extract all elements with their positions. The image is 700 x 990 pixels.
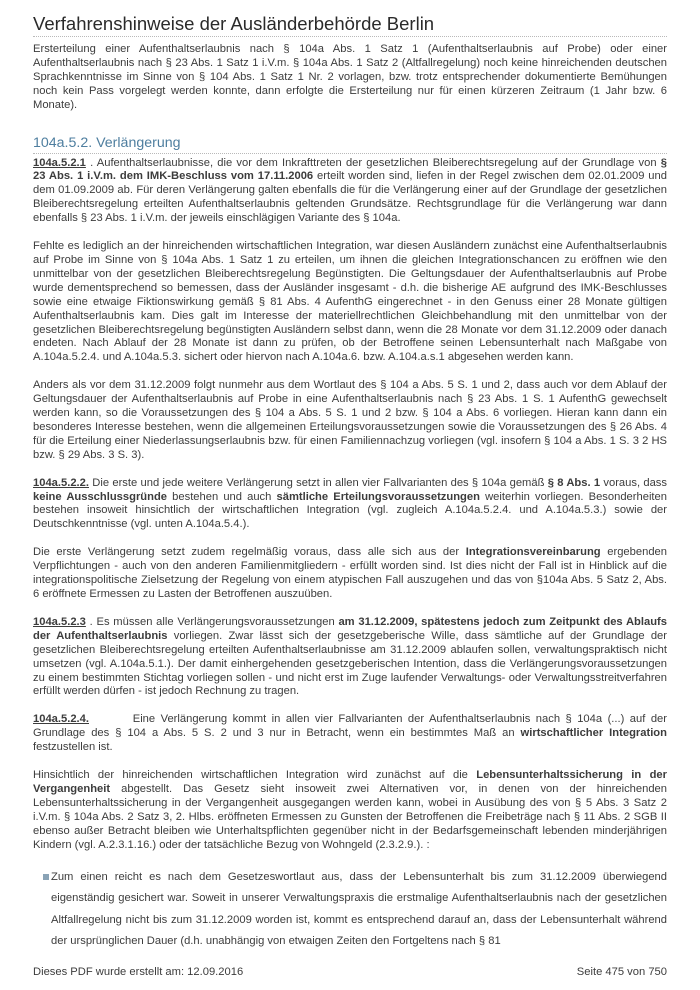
title-divider xyxy=(33,36,667,37)
paragraph-anders: Anders als vor dem 31.12.2009 folgt nunmehr aus dem Wortlaut des § 104 a Abs. 5 S. 1 und 2, dass auch vor dem Ablauf der Geltungsdauer der Aufenthaltserlaubnis auf Probe in eine Aufenthaltserlaubnis nach § 23 Abs. 1 S. 1 AufenthG gewechselt werden kann, so die Voraussetzungen des § 104 a Abs. 5 S. 1 und 2 bzw. § 104 a Abs. 6 vorliegen. Hieran kann dann ein besonderes Interesse bestehen, wenn die allgemeinen Erteilungsvoraussetzungen sowie die Voraussetzungen des § 26 Abs. 4 für die Erteilung einer Niederlassungserlaubnis bzw. für einen Familiennachzug vorliegen (vgl. insofern § 104 a Abs. 1 S. 3 2 HS bzw. § 29 Abs. 3 S. 3). xyxy=(33,379,667,461)
bullet-text: Zum einen reicht es nach dem Gesetzeswortlaut aus, dass der Lebensunterhalt bis zum 31.12.2009 überwiegend eigenständig gesichert war. Soweit in unserer Verwaltungspraxis die erstmalige Aufenthaltserlaubnis nach der gesetzlichen Altfallregelung nicht bis zum 31.12.2009 worden ist, kommt es entsprechend darauf an, dass der Lebensunterhalt während der ursprünglichen Dauer (d.h. unabhängig von etwaigen Zeiten den Fortgeltens nach § 81 xyxy=(51,870,667,947)
document-body xyxy=(33,43,671,953)
paragraph-number: 104a.5.2.4. xyxy=(33,713,89,726)
paragraph-104a-5-2-2: 104a.5.2.2. Die erste und jede weitere Verlängerung setzt in allen vier Fallvarianten des § 104a gemäß § 8 Abs. 1 voraus, dass keine Ausschlussgründe bestehen und auch sämtliche Erteilungsvoraussetzungen weiterhin vorliegen. Besonderheiten bestehen insoweit hinsichtlich der wirtschaftlichen Integration (vgl. zugleich A.104a.5.2.4. und A.104a.5.3.) sowie der Deutschkenntnisse (vgl. unten A.104a.5.4.). xyxy=(33,476,667,531)
section-heading: 104a.5.2. Verlängerung xyxy=(33,134,181,151)
paragraph-104a-5-2-3: 104a.5.2.3 . Es müssen alle Verlängerungsvoraussetzungen am 31.12.2009, spätestens jedoch zum Zeitpunkt des Ablaufs der Aufenthaltserlaubnis vorliegen. Zwar lässt sich der gesetzgeberische Wille, dass sämtliche auf der Grundlage der gesetzlichen Bleiberechtsregelung erteilten Aufenthaltserlaubnisse am 31.12.2009 ablaufen sollen, verwaltungspraktisch nicht umsetzen (vgl. A.104a.5.1.). Der damit einhergehenden gesetzgeberischen Intention, dass die Verlängerungsvoraussetzungen zu einem bestimmten Stichtag vorliegen sollen - und nicht erst im Zuge laufender Verwaltungs- oder Verwaltungsstreitverfahren erfüllt werden dürfen - ist jedoch Rechnung zu tragen. xyxy=(33,615,667,698)
section-divider xyxy=(33,153,667,154)
bullet-item xyxy=(43,867,667,953)
bullet-square-icon xyxy=(43,874,49,880)
paragraph-104a-5-2-4: 104a.5.2.4. Eine Verlängerung kommt in allen vier Fallvarianten der Aufenthaltserlaubnis nach § 104a (...) auf der Grundlage des § 104 a Abs. 5 S. 2 und 3 nur in Betracht, wenn ein bestimmtes Maß an wirtschaftlicher Integration festzustellen ist. xyxy=(33,713,671,754)
paragraph-fehlte: Fehlte es lediglich an der hinreichenden wirtschaftlichen Integration, war diesen Ausländern zunächst eine Aufenthaltserlaubnis auf Probe im Sinne von § 104a Abs. 1 Satz 1 zu erteilen, um ihnen die gleichen Integrationschancen zu eröffnen wie den unmittelbar von der gesetzlichen Bleiberechtsregelung Begünstigten. Die Geltungsdauer der Aufenthaltserlaubnis auf Probe wurde dementsprechend so bemessen, dass der Ausländer insgesamt - d.h. die bisherige AE aufgrund des IMK-Beschlusses sowie eine etwaige Fiktionswirkung gemäß § 81 Abs. 4 AufenthG eingerechnet - in den Genuss einer 28 Monate gültigen Aufenthaltserlaubnis kam. Dies galt im Interesse der materiellrechtlichen Gleichbehandlung mit den unmittelbar von der gesetzlichen Bleiberechtsregelung begünstigten Ausländern selbst dann, wenn die 28 Monate vor dem 31.12.2009 oder danach endeten. Nach Ablauf der 28 Monate ist dann zu prüfen, ob der Betroffene seinen Lebensunterhalt nach Maßgabe von A.104a.5.2.4. und A.104a.5.3. sichert oder hiervon nach A.104a.6. bzw. A.104.a.s.1 abgesehen werden kann. xyxy=(33,240,667,364)
footer-page-number: Seite 475 von 750 xyxy=(576,966,667,978)
paragraph-number: 104a.5.2.2. xyxy=(33,476,89,489)
paragraph-number: 104a.5.2.1 xyxy=(33,156,86,169)
paragraph-hinsichtlich: Hinsichtlich der hinreichenden wirtschaftlichen Integration wird zunächst auf die Lebensunterhaltssicherung in der Vergangenheit abgestellt. Das Gesetz sieht insoweit zwei Alternativen vor, in denen von der hinreichenden Lebensunterhaltssicherung in der Vergangenheit ausgegangen werden kann, wobei in Ausübung des von § 5 Abs. 3 Satz 2 i.V.m. § 104a Abs. 2 Satz 3, 2. Hlbs. eröffneten Ermessen zu Gunsten der Betroffenen die Freibeträge nach § 11 Abs. 2 SGB II ebenso außer Betracht bleiben wie Unterhaltspflichten gegenüber nicht in der Bedarfsgemeinschaft lebenden minderjährigen Kindern (vgl. A.2.3.1.16.) oder der tatsächliche Bezug von Wohngeld (2.3.2.9.). : xyxy=(33,769,667,851)
paragraph-104a-5-2-1: 104a.5.2.1 . Aufenthaltserlaubnisse, die vor dem Inkrafttreten der gesetzlichen Bleiberechtsregelung auf der Grundlage von § 23 Abs. 1 i.V.m. dem IMK-Beschluss vom 17.11.2006 erteilt worden sind, liefen in der Regel zwischen dem 02.01.2009 und dem 01.09.2009 ab. Für deren Verlängerung galten ebenfalls die für die Verlängerung einer auf der Grundlage der gesetzlichen Bleiberechtsregelung erteilten Aufenthaltserlaubnis geltenden Grundsätze. Rechtsgrundlage für die Verlängerung war dann ebenfalls § 23 Abs. 1 i.V.m. der jeweils einschlägigen Variante des § 104a. xyxy=(33,156,667,225)
paragraph-erste-verlaengerung: Die erste Verlängerung setzt zudem regelmäßig voraus, dass alle sich aus der Integrationsvereinbarung ergebenden Verpflichtungen - auch von den anderen Familienmitgliedern - erfüllt worden sind. Ist dies nicht der Fall ist in Hinblick auf die integrationspolitische Zielsetzung der Regelung von einem atypischen Fall auszugehen und das von §104a Abs. 5 Satz 2, Abs. 6 eröffnete Ermessen zu Lasten der Betroffenen auszuüben. xyxy=(33,546,667,600)
paragraph-number: 104a.5.2.3 xyxy=(33,615,86,628)
footer-created-date: Dieses PDF wurde erstellt am: 12.09.2016 xyxy=(33,966,244,978)
document-title: Verfahrenshinweise der Ausländerbehörde Berlin xyxy=(33,13,435,34)
intro-paragraph: Ersterteilung einer Aufenthaltserlaubnis nach § 104a Abs. 1 Satz 1 (Aufenthaltserlaubnis auf Probe) oder einer Aufenthaltserlaubnis nach § 23 Abs. 1 Satz 1 i.V.m. § 104a Abs. 1 Satz 2 (Altfallregelung) noch keine hinreichenden deutschen Sprachkenntnisse im Sinne von § 104 Abs. 1 Satz 1 Nr. 2 vorlagen, bzw. trotz entsprechender dokumentierte Bemühungen noch kein Pass vorgelegt werden konnte, dann erfolgte die Ersterteilung nur für einen kürzeren Zeitraum (1 Jahr bzw. 6 Monate). xyxy=(33,43,667,111)
